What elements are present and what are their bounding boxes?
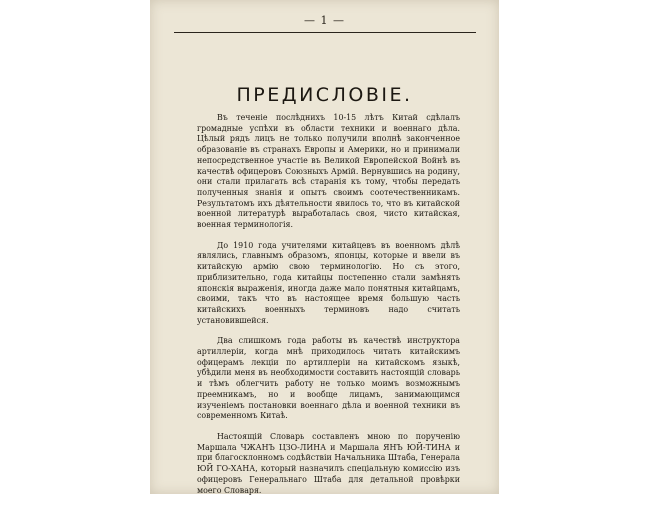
preface-body bbox=[197, 113, 460, 506]
paragraph-1: Въ теченіе послѣднихъ 10-15 лѣтъ Китай сдѣлалъ громадные успѣхи въ области техники и военнаго дѣла. Цѣлый рядъ лицъ не только получили вполнѣ законченное образованіе въ странахъ Европы и Америки, но и принимали непосредственное участіе въ Великой Европейской Войнѣ въ качествѣ офицеровъ Союзныхъ Армій. Вернувшись на родину, они стали прилагать всѣ старанія къ тому, чтобы передать полученныя знанія и опытъ своимъ соотечественникамъ. Результатомъ ихъ дѣятельности явилось то, что въ китайской военной литературѣ выработалась своя, чисто китайская, военная терминологія. bbox=[197, 113, 460, 230]
paragraph-4: Настоящій Словарь составленъ мною по порученію Маршала ЧЖАНЪ ЦЗО-ЛИНА и Маршала ЯНЪ ЮЙ-ТИНА и при благосклонномъ содѣйствіи Начальника Штаба, Генерала ЮЙ ГО-ХАНА, который назначилъ спеціальную комиссію изъ офицеровъ Генеральнаго Штаба для детальной провѣрки моего Словаря. bbox=[197, 431, 460, 495]
paragraph-3: Два слишкомъ года работы въ качествѣ инструктора артиллеріи, когда мнѣ приходилось читать китайскимъ офицерамъ лекціи по артиллеріи на китайскомъ языкѣ, убѣдили меня въ необходимости составить настоящій словарь и тѣмъ облегчить работу не только моимъ возможнымъ преемникамъ, но и вообще лицамъ, занимающимся изученіемъ постановки военнаго дѣла и военной техники въ современномъ Китаѣ. bbox=[197, 336, 460, 421]
page-title: ПРЕДИСЛОВІЕ. bbox=[236, 84, 413, 106]
header-rule bbox=[174, 32, 476, 33]
paragraph-2: До 1910 года учителями китайцевъ въ военномъ дѣлѣ являлись, главнымъ образомъ, японцы, которые и ввели въ китайскую армію свою терминологію. Но съ этого, приблизительно, года китайцы постепенно стали замѣнять японскія выраженія, иногда даже мало понятныя китайцамъ, своими, такъ что въ настоящее время большую часть китайскихъ военныхъ терминовъ надо считать установившейся. bbox=[197, 240, 460, 325]
book-page bbox=[150, 0, 499, 494]
page-number: — 1 — bbox=[304, 14, 345, 27]
